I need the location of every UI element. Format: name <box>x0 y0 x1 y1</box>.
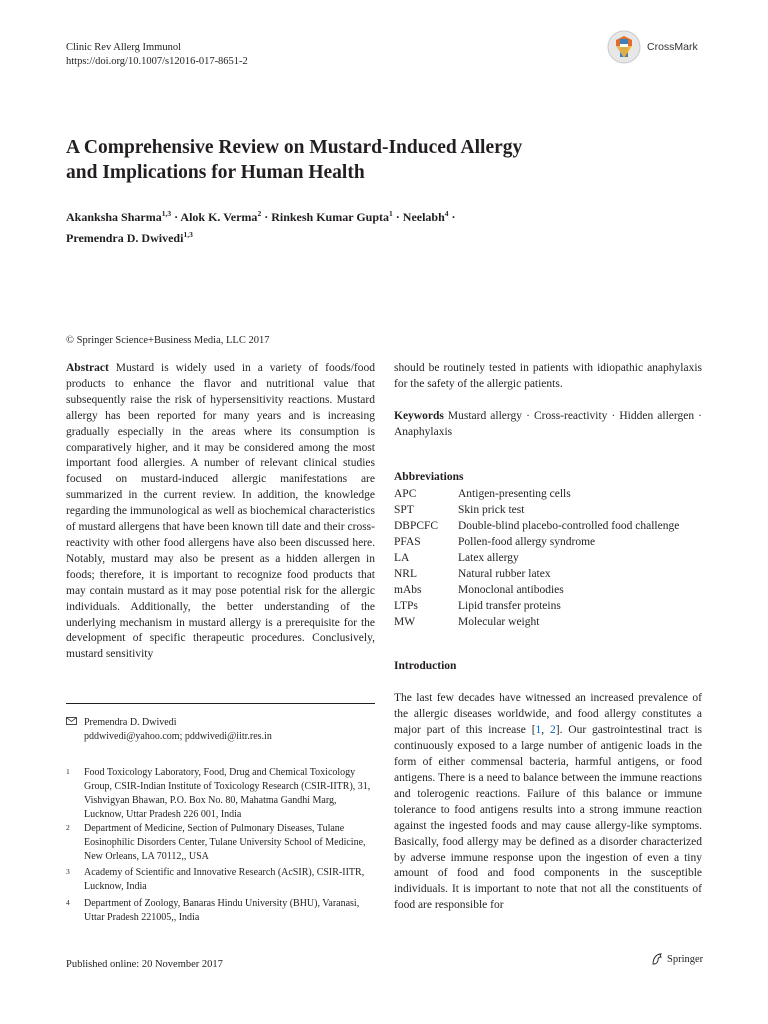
affiliation-text: Food Toxicology Laboratory, Food, Drug and Chemical Toxicology Group, CSIR-Indian Institute of Toxicology Research (CSIR-IITR), 31, Vishvigyan Bhawan, P.O. Box No. 80, Mahatma Gandhi Marg, Lucknow, Uttar Pradesh 226 001, India <box>84 767 371 820</box>
envelope-icon <box>66 716 84 744</box>
crossmark-badge[interactable] <box>607 30 698 64</box>
affiliation-4 <box>66 897 375 925</box>
abbreviation-code: LTPs <box>394 599 418 612</box>
abbreviation-row <box>394 486 679 502</box>
author-list: Akanksha Sharma$^{1,3}$ · Alok K. Verma$^2$ · Rinkesh Kumar Gupta$^1$ · Neelabh$^4$ · Premendra D. Dwivedi$^{1,3}$ <box>66 209 456 245</box>
abbreviation-row <box>394 534 679 550</box>
springer-horse-icon <box>650 952 664 966</box>
abbreviation-desc: Lipid transfer proteins <box>458 599 561 612</box>
abbreviation-code: mAbs <box>394 583 422 596</box>
doi-link[interactable]: https://doi.org/10.1007/s12016-017-8651-2 <box>66 56 248 67</box>
affiliation-number: 3 <box>66 867 70 876</box>
affiliation-text: Academy of Scientific and Innovative Research (AcSIR), CSIR-IITR, Lucknow, India <box>84 867 365 892</box>
abbreviations-table <box>394 486 679 630</box>
author-affiliation-marker: 1,3 <box>161 209 172 218</box>
abbreviation-desc: Latex allergy <box>458 551 519 564</box>
abbreviation-code: PFAS <box>394 535 421 548</box>
abstract-text: Mustard is widely used in a variety of foods/food products to enhance the flavor and nutritional value that subsequently raise the risk of hypersensitivity reactions. Mustard allergy has been reported for many years and is increasing gradually especially in the areas where its consumption is comparatively higher, and it may be considered among the most important food allergies. A number of relevant clinical studies focused on mustard-induced allergic manifestations are summarized in the current review. In addition, the knowledge regarding the immunological as well as biochemical characteristics of mustard allergens that have been known till date and their cross-reactivity with other food allergens have also been discussed here. Notably, mustard may also be present as a hidden allergen in foods; therefore, it is important to recognize food products that may contain mustard as it may pose potential risk for the allergic individuals. Additionally, the better understanding of the underlying mechanism in mustard allergy is a prerequisite for the development of specific therapeutic procedures. Conclusively, mustard sensitivity <box>66 362 375 661</box>
publisher-logo <box>650 952 703 966</box>
crossmark-icon <box>607 30 641 64</box>
author[interactable]: Rinkesh Kumar Gupta$^1$ <box>271 209 393 224</box>
author[interactable]: Neelabh$^4$ <box>402 209 449 224</box>
affiliation-text: Department of Medicine, Section of Pulmonary Diseases, Tulane Eosinophilic Disorders Center, Tulane University School of Medicine, New Orleans, LA 70112,, USA <box>84 823 366 862</box>
affiliation-3 <box>66 866 375 894</box>
keywords-section <box>394 409 702 441</box>
author[interactable]: Akanksha Sharma$^{1,3}$ <box>66 209 172 224</box>
affiliation-number: 1 <box>66 767 70 776</box>
paper-title <box>66 135 686 185</box>
abbreviation-desc: Double-blind placebo-controlled food challenge <box>458 519 680 532</box>
corresponding-emails[interactable]: pddwivedi@yahoo.com; pddwivedi@iitr.res.in <box>84 731 272 742</box>
author-affiliation-marker: 1 <box>389 209 393 218</box>
title-line-1: A Comprehensive Review on Mustard-Induced Allergy <box>66 137 523 158</box>
affiliation-number: 4 <box>66 898 70 907</box>
abbreviation-code: MW <box>394 615 416 628</box>
keywords-text: Mustard allergy · Cross-reactivity · Hidden allergen · Anaphylaxis <box>394 409 703 438</box>
abbreviation-row <box>394 566 679 582</box>
published-date: Published online: 20 November 2017 <box>66 959 223 970</box>
abbreviation-desc: Natural rubber latex <box>458 567 551 580</box>
journal-name: Clinic Rev Allerg Immunol <box>66 42 182 53</box>
abstract-continued: should be routinely tested in patients with idiopathic anaphylaxis for the safety of the allergic patients. <box>394 362 702 390</box>
abbreviations-title: Abbreviations <box>394 470 464 483</box>
abbreviation-desc: Antigen-presenting cells <box>458 487 571 500</box>
abstract-section <box>66 361 375 663</box>
abbreviation-row <box>394 518 679 534</box>
affiliation-2 <box>66 822 375 864</box>
abbreviation-row <box>394 550 679 566</box>
abbreviation-desc: Monoclonal antibodies <box>458 583 564 596</box>
abbreviation-desc: Skin prick test <box>458 503 525 516</box>
affiliation-1 <box>66 766 375 822</box>
abbreviations-section <box>394 470 702 630</box>
author-affiliation-marker: 2 <box>257 209 262 218</box>
publisher-name: Springer <box>667 953 704 965</box>
citation-link[interactable]: 2 <box>549 724 556 737</box>
abbreviation-code: NRL <box>394 567 417 580</box>
abbreviation-row <box>394 598 679 614</box>
introduction-text: The last few decades have witnessed an increased prevalence of the allergic diseases worldwide, and food allergy constitutes a major part of this increase [1, 2]. Our gastrointestinal tract is continuously exposed to a large number of antigenic loads in the form of either commensal bacteria, harmful antigens, or food antigens. There is a need to balance between the immune reactions and tolerogenic reactions. Failure of this balance or immune tolerance to food antigens results into a strong immune reaction against the ingested foods and may cause allergy-like symptoms. Basically, food allergy may be defined as a disorder characterized by adverse immune response upon the ingestion of even a tiny amount of food and food components in the susceptible individuals. It is important to note that not all the constituents of food are responsible for <box>394 692 702 912</box>
affiliation-number: 2 <box>66 823 70 832</box>
abbreviation-row <box>394 614 679 630</box>
abbreviation-desc: Pollen-food allergy syndrome <box>458 535 596 548</box>
abbreviation-code: DBPCFC <box>394 519 439 532</box>
right-column <box>394 361 702 914</box>
abbreviation-code: APC <box>394 487 417 500</box>
keywords-label: Keywords <box>394 409 444 422</box>
affiliation-text: Department of Zoology, Banaras Hindu University (BHU), Varanasi, Uttar Pradesh 221005,, India <box>84 898 360 923</box>
footnote-divider <box>66 703 375 704</box>
correspondence-block <box>66 716 375 744</box>
introduction-heading: Introduction <box>394 659 457 672</box>
abstract-label: Abstract <box>66 362 109 374</box>
abbreviation-row <box>394 502 679 518</box>
citation-link[interactable]: 1 <box>535 724 542 737</box>
author-affiliation-marker: 4 <box>444 209 449 218</box>
title-line-2: and Implications for Human Health <box>66 162 365 183</box>
corresponding-author: Premendra D. Dwivedi <box>84 717 177 728</box>
abbreviation-code: SPT <box>394 503 414 516</box>
author[interactable]: Premendra D. Dwivedi$^{1,3}$ <box>66 230 193 245</box>
journal-header <box>66 41 248 69</box>
author[interactable]: Alok K. Verma$^2$ <box>180 209 262 224</box>
copyright-notice: © Springer Science+Business Media, LLC 2017 <box>66 335 270 346</box>
abbreviation-desc: Molecular weight <box>458 615 540 628</box>
abbreviation-row <box>394 582 679 598</box>
author-affiliation-marker: 1,3 <box>183 230 193 239</box>
crossmark-label: CrossMark <box>647 41 698 53</box>
abbreviation-code: LA <box>394 551 410 564</box>
